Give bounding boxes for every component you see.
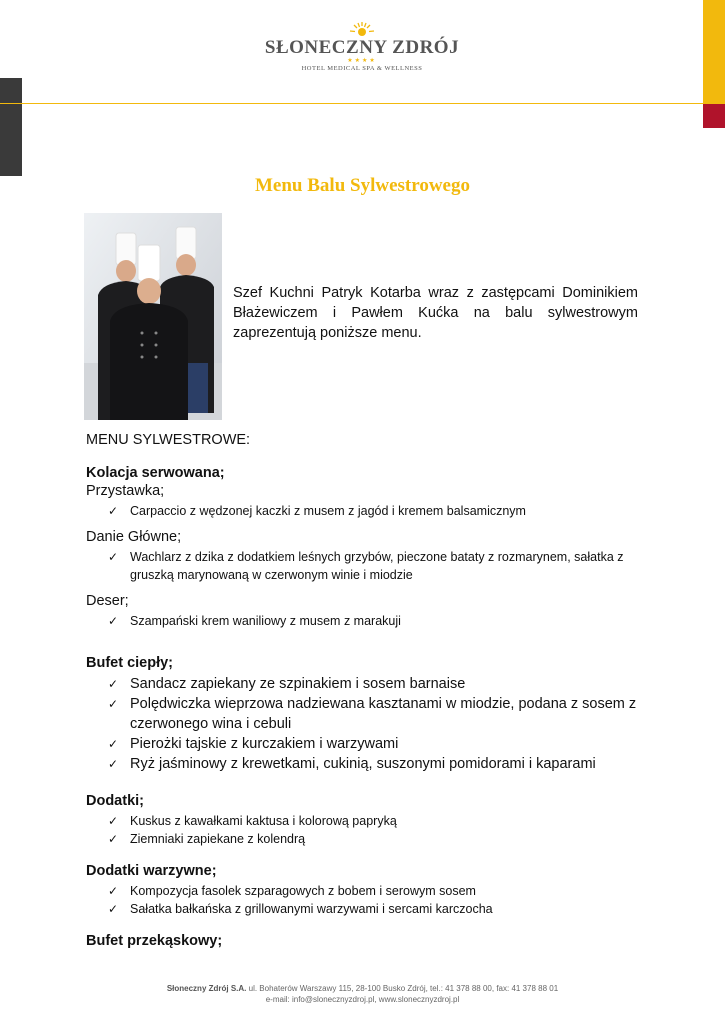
chefs-photo bbox=[84, 213, 222, 420]
footer-contact: e-mail: info@slonecznyzdroj.pl, www.slonecznyzdroj.pl bbox=[265, 995, 460, 1004]
hotel-logo bbox=[262, 22, 462, 82]
list-item: ✓ Szampański krem waniliowy z musem z marakuji bbox=[108, 614, 401, 628]
check-icon: ✓ bbox=[108, 504, 119, 518]
list-item: ✓ Sałatka bałkańska z grillowanymi warzywami i sercami karczocha bbox=[108, 902, 493, 916]
section-kolacja bbox=[86, 464, 646, 630]
logo-name: SŁONECZNY ZDRÓJ bbox=[264, 37, 460, 58]
list-item: ✓ Ziemniaki zapiekane z kolendrą bbox=[108, 832, 306, 846]
check-icon: ✓ bbox=[108, 677, 119, 691]
list-item: ✓ Sandacz zapiekany ze szpinakiem i sosem barnaise bbox=[108, 676, 466, 692]
chefs-illustration bbox=[84, 213, 222, 420]
right-red-decor-bar bbox=[703, 104, 725, 128]
menu-heading: MENU SYLWESTROWE: bbox=[86, 432, 251, 448]
list-danie-glowne bbox=[86, 548, 646, 584]
section-title-dodatki: Dodatki; bbox=[86, 793, 144, 809]
logo-stars: ★★★★ bbox=[347, 58, 377, 64]
section-dodatki-warzywne bbox=[86, 862, 646, 918]
check-icon: ✓ bbox=[108, 814, 119, 828]
list-item: ✓ Polędwiczka wieprzowa nadziewana kasztanami w miodzie, podana z sosem z czerwonego wina i cebuli bbox=[108, 696, 637, 732]
footer-address-line bbox=[0, 983, 725, 994]
header-divider bbox=[0, 103, 703, 104]
list-item: ✓ Wachlarz z dzika z dodatkiem leśnych grzybów, pieczone bataty z rozmarynem, sałatka z gruszką marynowaną w czerwonym winie i miodzie bbox=[108, 550, 624, 582]
page-footer bbox=[0, 983, 725, 1005]
logo-subtitle: HOTEL MEDICAL SPA & WELLNESS bbox=[301, 65, 423, 72]
check-icon: ✓ bbox=[108, 884, 119, 898]
check-icon: ✓ bbox=[108, 757, 119, 771]
list-dodatki-warzywne bbox=[86, 882, 646, 918]
list-deser bbox=[86, 612, 646, 630]
check-icon: ✓ bbox=[108, 737, 119, 751]
list-item: ✓ Pierożki tajskie z kurczakiem i warzywami bbox=[108, 736, 399, 752]
left-decor-bar bbox=[0, 78, 22, 176]
list-dodatki bbox=[86, 812, 646, 848]
section-bufet-przekaskowy bbox=[86, 932, 646, 950]
list-item: ✓ Carpaccio z wędzonej kaczki z musem z jagód i kremem balsamicznym bbox=[108, 504, 526, 518]
check-icon: ✓ bbox=[108, 697, 119, 711]
footer-address: ul. Bohaterów Warszawy 115, 28-100 Busko Zdrój, tel.: 41 378 88 00, fax: 41 378 88 01 bbox=[246, 984, 559, 993]
footer-company: Słoneczny Zdrój S.A. bbox=[166, 984, 247, 993]
check-icon: ✓ bbox=[108, 614, 119, 628]
section-title-bufet-cieply: Bufet ciepły; bbox=[86, 655, 174, 671]
list-przystawka bbox=[86, 502, 646, 520]
menu-content bbox=[86, 430, 646, 964]
sun-icon bbox=[348, 22, 376, 38]
section-title-kolacja: Kolacja serwowana; bbox=[86, 465, 225, 481]
check-icon: ✓ bbox=[108, 550, 119, 564]
subsection-deser: Deser; bbox=[86, 593, 129, 609]
section-dodatki bbox=[86, 792, 646, 848]
list-item: ✓ Ryż jaśminowy z krewetkami, cukinią, suszonymi pomidorami i kaparami bbox=[108, 756, 596, 772]
section-bufet-cieply bbox=[86, 654, 646, 774]
subsection-danie-glowne: Danie Główne; bbox=[86, 529, 182, 545]
page-title: Menu Balu Sylwestrowego bbox=[255, 175, 470, 196]
list-item: ✓ Kuskus z kawałkami kaktusa i kolorową papryką bbox=[108, 814, 397, 828]
section-title-bufet-przekaskowy: Bufet przekąskowy; bbox=[86, 933, 223, 949]
list-bufet-cieply bbox=[86, 674, 646, 774]
check-icon: ✓ bbox=[108, 902, 119, 916]
right-yellow-decor-bar bbox=[703, 0, 725, 104]
subsection-przystawka: Przystawka; bbox=[86, 483, 165, 499]
section-title-dodatki-warzywne: Dodatki warzywne; bbox=[86, 863, 217, 879]
check-icon: ✓ bbox=[108, 832, 119, 846]
list-item: ✓ Kompozycja fasolek szparagowych z bobem i serowym sosem bbox=[108, 884, 476, 898]
intro-paragraph: Szef Kuchni Patryk Kotarba wraz z zastępcami Dominikiem Błażewiczem i Pawłem Kućka na balu sylwestrowym zaprezentują poniższe menu. bbox=[233, 285, 638, 341]
